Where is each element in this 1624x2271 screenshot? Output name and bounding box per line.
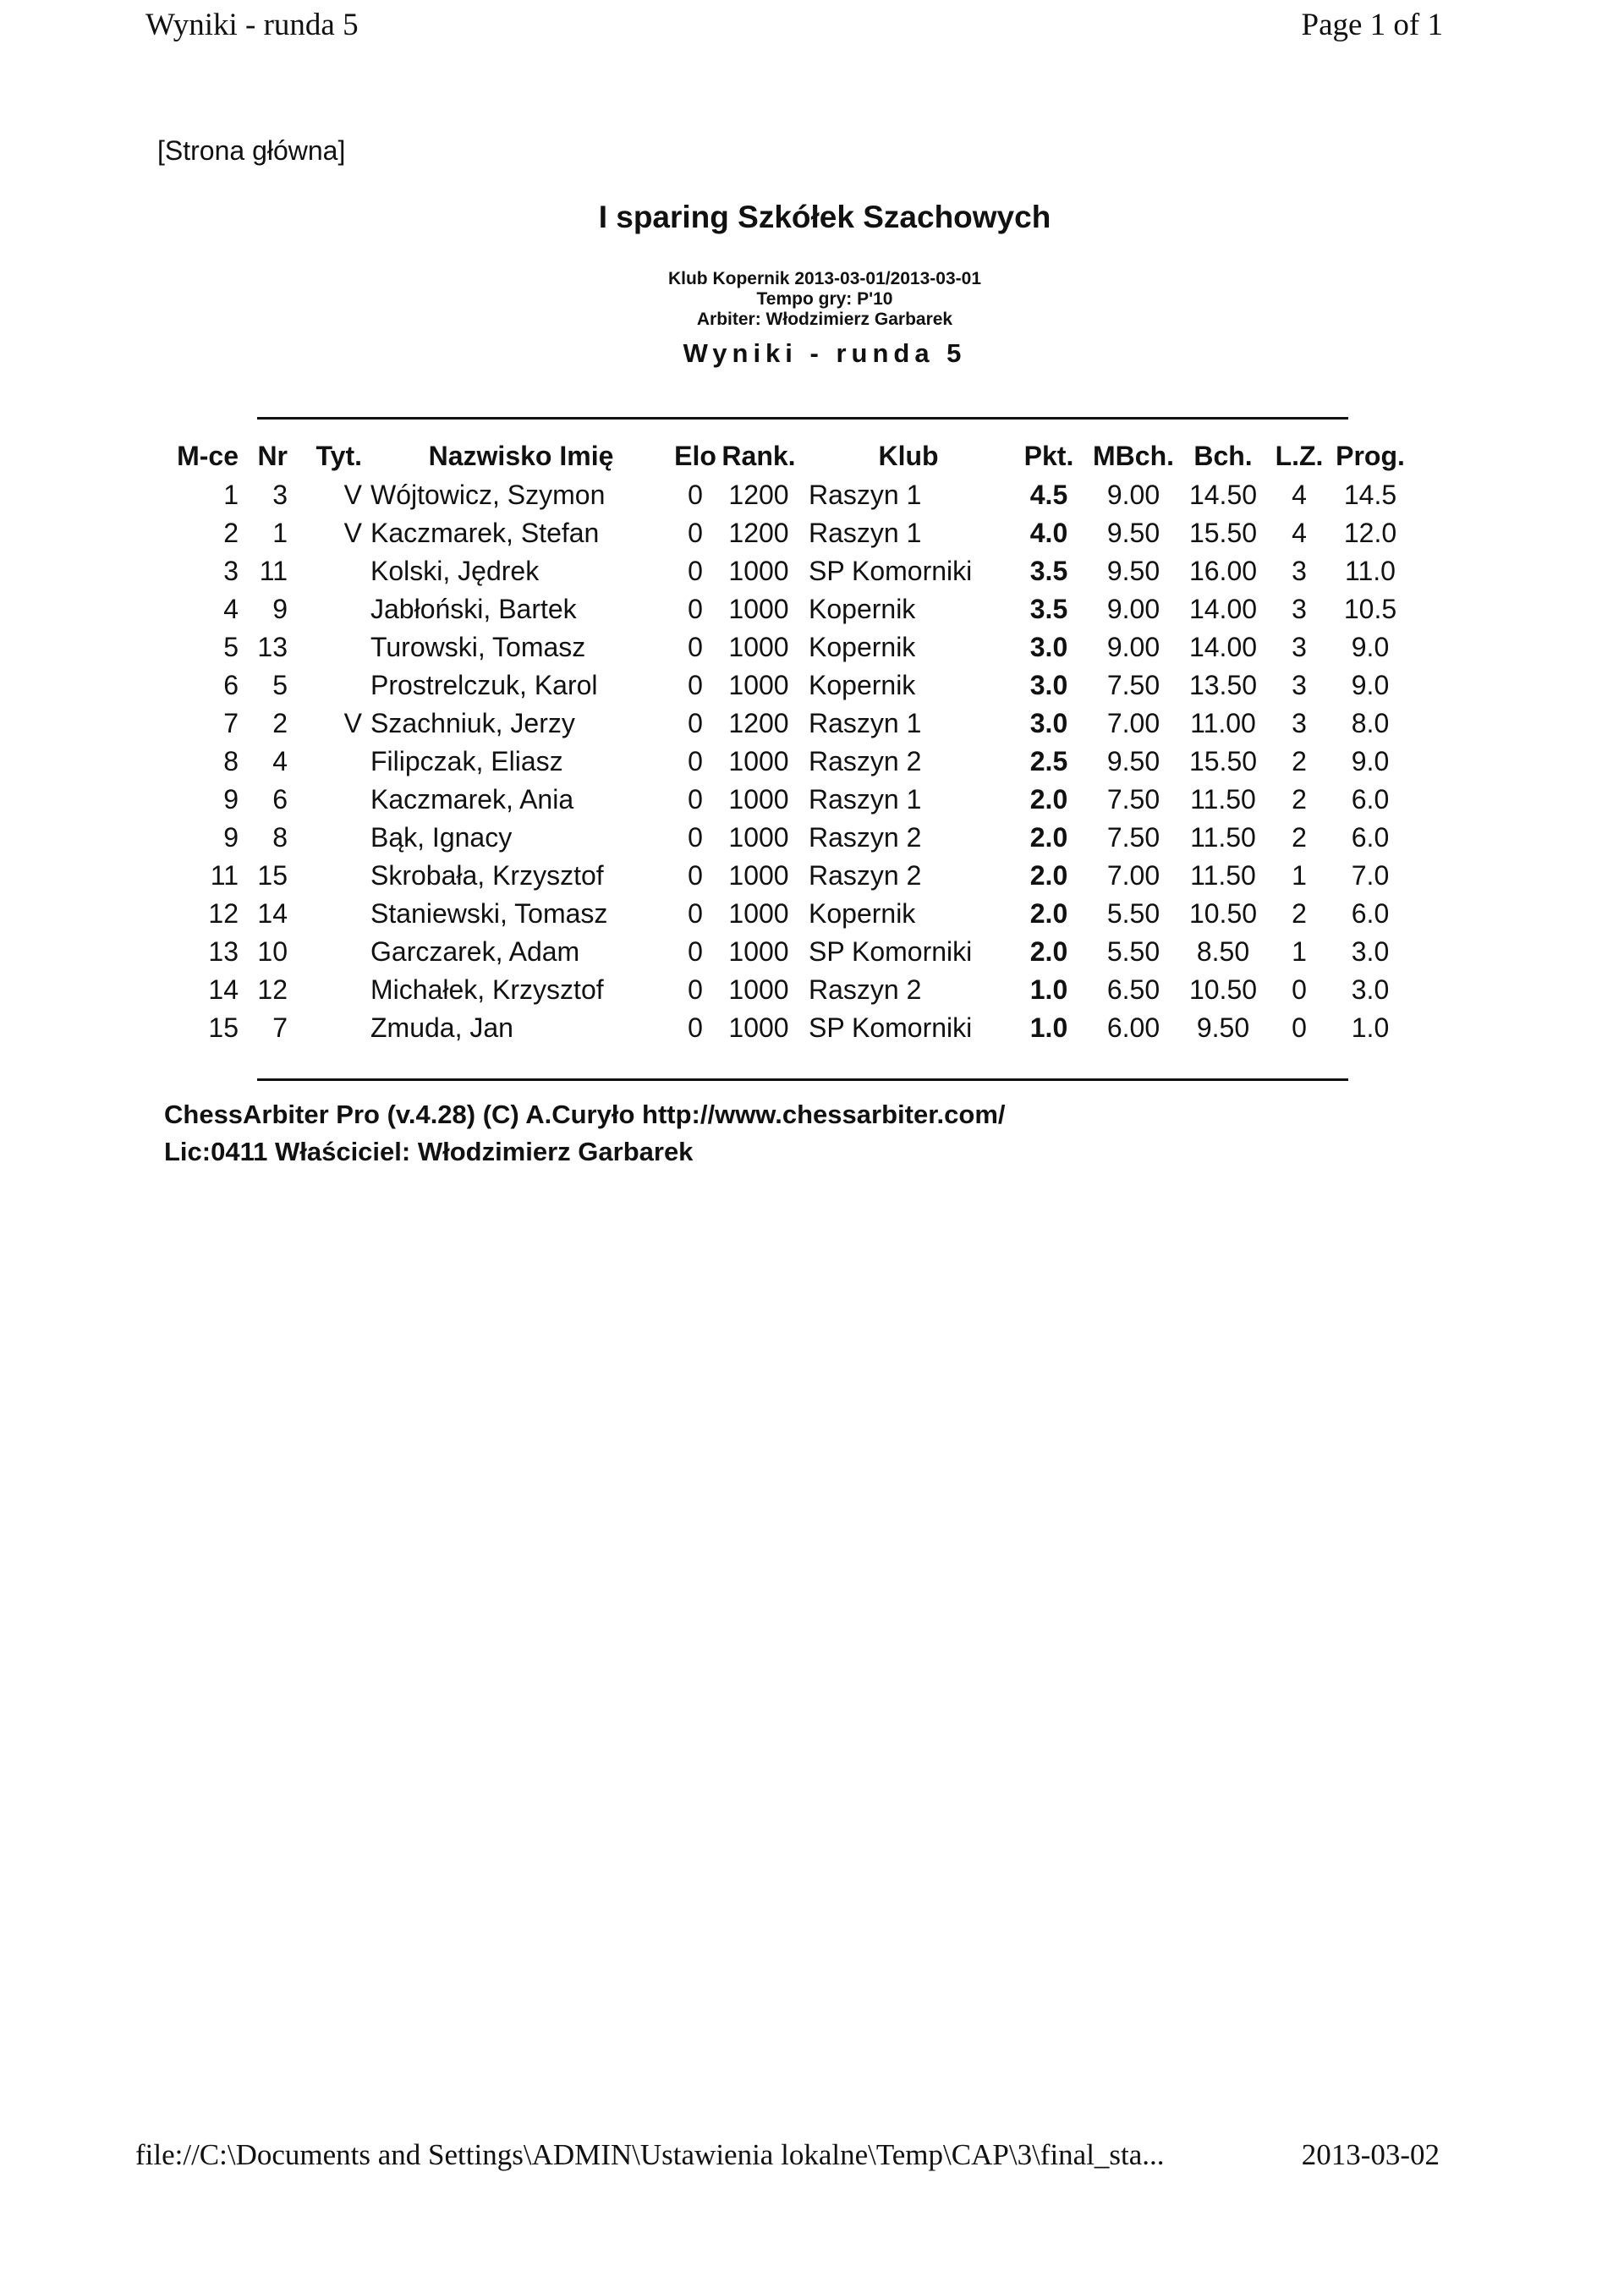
cell-wins: 2	[1292, 822, 1307, 853]
header-place: M-ce	[177, 440, 239, 471]
cell-title	[294, 552, 370, 590]
cell-place: 9	[223, 784, 239, 815]
header-progress: Prog.	[1336, 440, 1405, 471]
cell-number: 12	[257, 974, 288, 1005]
cell-number: 14	[257, 898, 288, 929]
cell-elo: 0	[688, 860, 703, 891]
cell-progress: 3.0	[1351, 974, 1390, 1005]
software-credit: ChessArbiter Pro (v.4.28) (C) A.Curyło http://www.chessarbiter.com/	[164, 1100, 1006, 1129]
cell-points: 3.0	[1029, 708, 1068, 738]
cell-buchholz: 15.50	[1188, 746, 1258, 776]
cell-points: 2.0	[1029, 822, 1068, 853]
header-name: Nazwisko Imię	[428, 440, 614, 471]
cell-points: 1.0	[1029, 974, 1068, 1005]
cell-median-buchholz: 7.50	[1106, 784, 1160, 815]
cell-wins: 1	[1292, 860, 1307, 891]
cell-rank: 1000	[728, 974, 789, 1005]
cell-place: 9	[223, 822, 239, 853]
results-table	[166, 436, 1411, 1047]
cell-progress: 3.0	[1351, 936, 1390, 967]
cell-title	[294, 895, 370, 933]
cell-number: 9	[272, 594, 288, 624]
cell-buchholz: 14.50	[1188, 480, 1258, 510]
cell-points: 3.5	[1029, 556, 1068, 586]
cell-points: 2.0	[1029, 784, 1068, 815]
cell-rank: 1000	[728, 670, 789, 700]
cell-buchholz: 11.50	[1190, 860, 1256, 891]
table-row	[166, 705, 1411, 743]
cell-points: 2.5	[1029, 746, 1068, 776]
cell-elo: 0	[688, 898, 703, 929]
cell-rank: 1000	[728, 594, 789, 624]
cell-club: Kopernik	[809, 594, 916, 624]
cell-place: 3	[223, 556, 239, 586]
license-owner: Lic:0411 Właściciel: Włodzimierz Garbarek	[164, 1137, 694, 1166]
cell-title	[294, 666, 370, 705]
cell-title	[294, 743, 370, 781]
cell-buchholz: 8.50	[1196, 936, 1250, 967]
cell-median-buchholz: 9.00	[1106, 480, 1160, 510]
cell-rank: 1000	[728, 898, 789, 929]
cell-median-buchholz: 5.50	[1106, 898, 1160, 929]
table-row	[166, 933, 1411, 971]
table-row	[166, 476, 1411, 514]
cell-title: V	[343, 480, 362, 510]
cell-median-buchholz: 7.50	[1106, 670, 1160, 700]
cell-title	[294, 628, 370, 666]
cell-elo: 0	[688, 556, 703, 586]
cell-points: 2.0	[1029, 860, 1068, 891]
cell-wins: 3	[1292, 708, 1307, 738]
cell-club: SP Komorniki	[809, 1012, 973, 1043]
cell-elo: 0	[688, 1012, 703, 1043]
header-median-buchholz: MBch.	[1093, 440, 1174, 471]
cell-place: 6	[223, 670, 239, 700]
cell-club: Kopernik	[809, 632, 916, 662]
cell-median-buchholz: 6.50	[1106, 974, 1160, 1005]
cell-rank: 1000	[728, 822, 789, 853]
table-row	[166, 628, 1411, 666]
cell-club: Kopernik	[809, 670, 916, 700]
cell-number: 8	[272, 822, 288, 853]
cell-progress: 9.0	[1351, 632, 1390, 662]
cell-points: 2.0	[1029, 898, 1068, 929]
table-row	[166, 666, 1411, 705]
cell-number: 2	[272, 708, 288, 738]
tournament-title: I sparing Szkółek Szachowych	[598, 200, 1051, 234]
table-row	[166, 819, 1411, 857]
cell-title	[294, 857, 370, 895]
cell-progress: 6.0	[1351, 784, 1390, 815]
cell-buchholz: 11.50	[1190, 784, 1256, 815]
cell-progress: 6.0	[1351, 822, 1390, 853]
cell-name: Prostrelczuk, Karol	[370, 670, 598, 700]
cell-place: 13	[208, 936, 239, 967]
header-number: Nr	[257, 440, 288, 471]
cell-club: SP Komorniki	[809, 936, 973, 967]
cell-name: Kaczmarek, Stefan	[370, 518, 600, 548]
cell-median-buchholz: 9.50	[1106, 518, 1160, 548]
cell-title	[294, 781, 370, 819]
tournament-tempo: Tempo gry: P'10	[756, 289, 893, 309]
cell-progress: 14.5	[1343, 480, 1397, 510]
home-link[interactable]: [Strona główna]	[157, 135, 346, 166]
cell-points: 1.0	[1029, 1012, 1068, 1043]
cell-name: Wójtowicz, Szymon	[370, 480, 606, 510]
cell-name: Staniewski, Tomasz	[370, 898, 608, 929]
cell-club: Kopernik	[809, 898, 916, 929]
cell-name: Zmuda, Jan	[370, 1012, 513, 1043]
cell-number: 15	[257, 860, 288, 891]
cell-buchholz: 9.50	[1196, 1012, 1250, 1043]
table-row	[166, 552, 1411, 590]
divider-bottom	[257, 1078, 1348, 1081]
print-header-title: Wyniki - runda 5	[145, 8, 359, 42]
cell-number: 6	[272, 784, 288, 815]
results-header-row	[166, 436, 1411, 476]
cell-elo: 0	[688, 594, 703, 624]
cell-name: Turowski, Tomasz	[370, 632, 586, 662]
cell-elo: 0	[688, 480, 703, 510]
cell-progress: 8.0	[1351, 708, 1390, 738]
cell-place: 1	[223, 480, 239, 510]
header-elo: Elo	[674, 440, 716, 471]
cell-elo: 0	[688, 784, 703, 815]
cell-place: 14	[208, 974, 239, 1005]
cell-club: Raszyn 1	[809, 784, 922, 815]
cell-place: 8	[223, 746, 239, 776]
cell-points: 4.5	[1029, 480, 1068, 510]
table-row	[166, 857, 1411, 895]
cell-name: Bąk, Ignacy	[370, 822, 513, 853]
cell-club: Raszyn 1	[809, 518, 922, 548]
divider-top	[257, 417, 1348, 420]
cell-club: SP Komorniki	[809, 556, 973, 586]
cell-buchholz: 16.00	[1188, 556, 1258, 586]
header-wins: L.Z.	[1275, 440, 1324, 471]
table-row	[166, 1009, 1411, 1047]
cell-name: Kaczmarek, Ania	[370, 784, 574, 815]
table-row	[166, 781, 1411, 819]
cell-place: 15	[208, 1012, 239, 1043]
cell-median-buchholz: 7.00	[1106, 860, 1160, 891]
cell-rank: 1000	[728, 632, 789, 662]
print-footer-file-path: file://C:\Documents and Settings\ADMIN\Ustawienia lokalne\Temp\CAP\3\final_sta...	[135, 2138, 1165, 2171]
cell-place: 4	[223, 594, 239, 624]
cell-elo: 0	[688, 518, 703, 548]
cell-club: Raszyn 1	[809, 708, 922, 738]
cell-name: Skrobała, Krzysztof	[370, 860, 604, 891]
header-rank: Rank.	[721, 440, 796, 471]
cell-buchholz: 14.00	[1188, 632, 1258, 662]
cell-buchholz: 11.50	[1190, 822, 1256, 853]
cell-elo: 0	[688, 974, 703, 1005]
cell-points: 4.0	[1029, 518, 1068, 548]
cell-median-buchholz: 9.50	[1106, 556, 1160, 586]
cell-club: Raszyn 1	[809, 480, 922, 510]
cell-number: 10	[257, 936, 288, 967]
cell-buchholz: 14.00	[1188, 594, 1258, 624]
cell-name: Jabłoński, Bartek	[370, 594, 577, 624]
cell-median-buchholz: 7.00	[1106, 708, 1160, 738]
tournament-club-dates: Klub Kopernik 2013-03-01/2013-03-01	[667, 269, 981, 288]
header-club: Klub	[878, 440, 939, 471]
cell-wins: 2	[1292, 898, 1307, 929]
cell-points: 3.0	[1029, 632, 1068, 662]
cell-rank: 1000	[728, 860, 789, 891]
cell-number: 13	[257, 632, 288, 662]
cell-wins: 1	[1292, 936, 1307, 967]
cell-wins: 2	[1292, 746, 1307, 776]
print-header-page-number: Page 1 of 1	[1301, 8, 1443, 42]
cell-median-buchholz: 9.00	[1106, 632, 1160, 662]
cell-buchholz: 10.50	[1188, 974, 1258, 1005]
header-points: Pkt.	[1023, 440, 1074, 471]
cell-rank: 1200	[728, 708, 789, 738]
cell-median-buchholz: 7.50	[1106, 822, 1160, 853]
cell-median-buchholz: 6.00	[1106, 1012, 1160, 1043]
cell-name: Garczarek, Adam	[370, 936, 580, 967]
cell-progress: 7.0	[1351, 860, 1390, 891]
cell-median-buchholz: 9.50	[1106, 746, 1160, 776]
cell-number: 4	[272, 746, 288, 776]
cell-points: 3.0	[1029, 670, 1068, 700]
cell-wins: 3	[1292, 670, 1307, 700]
cell-place: 11	[210, 860, 239, 891]
cell-progress: 1.0	[1351, 1012, 1390, 1043]
cell-wins: 4	[1292, 480, 1307, 510]
cell-elo: 0	[688, 746, 703, 776]
cell-rank: 1200	[728, 518, 789, 548]
cell-rank: 1000	[728, 936, 789, 967]
cell-wins: 4	[1292, 518, 1307, 548]
cell-name: Michałek, Krzysztof	[370, 974, 604, 1005]
cell-number: 5	[272, 670, 288, 700]
cell-club: Raszyn 2	[809, 822, 922, 853]
cell-title	[294, 1009, 370, 1047]
cell-progress: 6.0	[1351, 898, 1390, 929]
cell-title: V	[343, 518, 362, 548]
cell-title	[294, 819, 370, 857]
cell-place: 7	[223, 708, 239, 738]
cell-wins: 3	[1292, 556, 1307, 586]
table-row	[166, 971, 1411, 1009]
cell-progress: 9.0	[1351, 746, 1390, 776]
cell-title: V	[343, 708, 362, 738]
cell-buchholz: 11.00	[1190, 708, 1256, 738]
cell-median-buchholz: 9.00	[1106, 594, 1160, 624]
cell-rank: 1000	[728, 746, 789, 776]
cell-elo: 0	[688, 822, 703, 853]
cell-median-buchholz: 5.50	[1106, 936, 1160, 967]
cell-wins: 3	[1292, 632, 1307, 662]
cell-buchholz: 15.50	[1188, 518, 1258, 548]
cell-elo: 0	[688, 670, 703, 700]
cell-wins: 3	[1292, 594, 1307, 624]
cell-points: 2.0	[1029, 936, 1068, 967]
cell-progress: 9.0	[1351, 670, 1390, 700]
cell-number: 11	[259, 556, 288, 586]
table-row	[166, 514, 1411, 552]
cell-club: Raszyn 2	[809, 860, 922, 891]
cell-rank: 1200	[728, 480, 789, 510]
cell-title	[294, 590, 370, 628]
cell-number: 1	[272, 518, 288, 548]
cell-rank: 1000	[728, 1012, 789, 1043]
cell-number: 7	[272, 1012, 288, 1043]
cell-place: 12	[208, 898, 239, 929]
cell-place: 2	[223, 518, 239, 548]
cell-rank: 1000	[728, 556, 789, 586]
table-row	[166, 895, 1411, 933]
cell-title	[294, 933, 370, 971]
cell-name: Filipczak, Eliasz	[370, 746, 563, 776]
cell-title	[294, 971, 370, 1009]
cell-buchholz: 13.50	[1188, 670, 1258, 700]
cell-club: Raszyn 2	[809, 974, 922, 1005]
cell-wins: 0	[1292, 974, 1307, 1005]
cell-club: Raszyn 2	[809, 746, 922, 776]
cell-wins: 2	[1292, 784, 1307, 815]
cell-elo: 0	[688, 632, 703, 662]
cell-progress: 11.0	[1345, 556, 1396, 586]
cell-points: 3.5	[1029, 594, 1068, 624]
cell-elo: 0	[688, 936, 703, 967]
table-row	[166, 590, 1411, 628]
cell-elo: 0	[688, 708, 703, 738]
results-body	[166, 476, 1411, 1047]
table-row	[166, 743, 1411, 781]
cell-progress: 10.5	[1343, 594, 1397, 624]
cell-buchholz: 10.50	[1188, 898, 1258, 929]
header-title: Tyt.	[315, 440, 362, 471]
header-buchholz: Bch.	[1193, 440, 1253, 471]
cell-name: Kolski, Jędrek	[370, 556, 540, 586]
cell-progress: 12.0	[1343, 518, 1397, 548]
cell-wins: 0	[1292, 1012, 1307, 1043]
tournament-arbiter: Arbiter: Włodzimierz Garbarek	[696, 310, 953, 329]
round-title: Wyniki - runda 5	[683, 338, 967, 368]
cell-name: Szachniuk, Jerzy	[370, 708, 575, 738]
cell-number: 3	[272, 480, 288, 510]
print-footer-date: 2013-03-02	[1301, 2138, 1440, 2171]
cell-place: 5	[223, 632, 239, 662]
cell-rank: 1000	[728, 784, 789, 815]
